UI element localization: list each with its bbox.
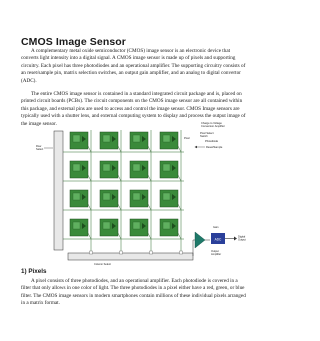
column-switch [150, 251, 153, 254]
label-gain: Gain [213, 226, 219, 229]
photodiode [133, 222, 140, 229]
paragraph-pixels-text: A pixel consists of three photodiodes, and an operational amplifier. Each photodiode is covered in a filter that only allows in one color of light. The three photodiodes in a pixel either have a red, green, or blue filter. The CMOS image sensors in modern smartphones contain millions of these individual pixels arranged in a matrix format. [21, 278, 246, 307]
label-pixel: Pixel [184, 137, 190, 140]
photodiode [163, 135, 170, 142]
label-reset-sample: Reset/Sample [206, 146, 223, 149]
label-column-select: Column Select [94, 263, 111, 266]
pixel-grid [63, 130, 193, 256]
photodiode [133, 193, 140, 200]
section-pixels-heading: 1) Pixels [21, 268, 47, 275]
photodiode [103, 222, 110, 229]
pixel-select-switch [178, 175, 181, 181]
photodiode [73, 135, 80, 142]
pixel-select-switch [148, 233, 151, 239]
column-select-box [68, 253, 193, 260]
digital-output-arrow [234, 237, 237, 241]
pixel-select-switch [148, 146, 151, 152]
paragraph-pixels [21, 278, 246, 308]
pixel-select-switch [148, 175, 151, 181]
photodiode [163, 164, 170, 171]
pixel-select-switch [118, 175, 121, 181]
photodiode [103, 135, 110, 142]
pixel-select-switch [88, 175, 91, 181]
row-select-box [54, 131, 63, 250]
pixel-select-switch [178, 204, 181, 210]
photodiode [103, 164, 110, 171]
column-switch [90, 251, 93, 254]
pixel-select-switch [118, 233, 121, 239]
pixel-select-switch [118, 204, 121, 210]
column-switch [120, 251, 123, 254]
pixel-select-switch [118, 146, 121, 152]
output-amplifier-symbol [195, 232, 205, 248]
photodiode [103, 193, 110, 200]
photodiode [133, 135, 140, 142]
page-title: CMOS Image Sensor [21, 36, 126, 48]
photodiode [163, 193, 170, 200]
paragraph-package-text: The entire CMOS image sensor is contained in a standard integrated circuit package and is, placed on printed circuit boards (PCBs). The circuit components on the CMOS image sensor are all contained within this package, and external pins are used to access and control the image sensor. CMOS Image sensors are typically used with a shutter lens, and external computing system to display and process the output image of the image sensor. [21, 91, 246, 127]
photodiode [73, 193, 80, 200]
label-pixel-select-switch: Pixel Select Switch [200, 132, 214, 138]
label-charge-to-voltage: Charge to Voltage Conversion Amplifier [201, 122, 225, 128]
label-digital-output: Digital Output [238, 235, 246, 242]
pixel-select-switch [178, 146, 181, 152]
pixel-select-switch [148, 204, 151, 210]
pixel-select-switch [88, 146, 91, 152]
pixel-select-switch [178, 233, 181, 239]
label-photodiode: Photodiode [205, 140, 219, 143]
label-output-amplifier: Output Amplifier [211, 250, 222, 256]
photodiode [73, 164, 80, 171]
photodiode [73, 222, 80, 229]
label-row-select: Row Select [36, 145, 44, 151]
pixel-select-switch [88, 204, 91, 210]
pixel-select-switch [88, 233, 91, 239]
paragraph-intro-text: A complementary metal oxide semiconductor (CMOS) image sensor is an electronic device that converts light intensity into a digital signal. A CMOS image sensor is made up of pixels and supporting circuitry. Each pixel has three photodiodes and an operational amplifier. The supporting circuitry consists of an reset/sample pin, matrix selection switches, an output gain amplifier, and an analog to digital convertor (ADC). [21, 48, 246, 84]
column-switch [180, 251, 183, 254]
photodiode [163, 222, 170, 229]
adc-label: ADC [214, 237, 222, 242]
photodiode [133, 164, 140, 171]
